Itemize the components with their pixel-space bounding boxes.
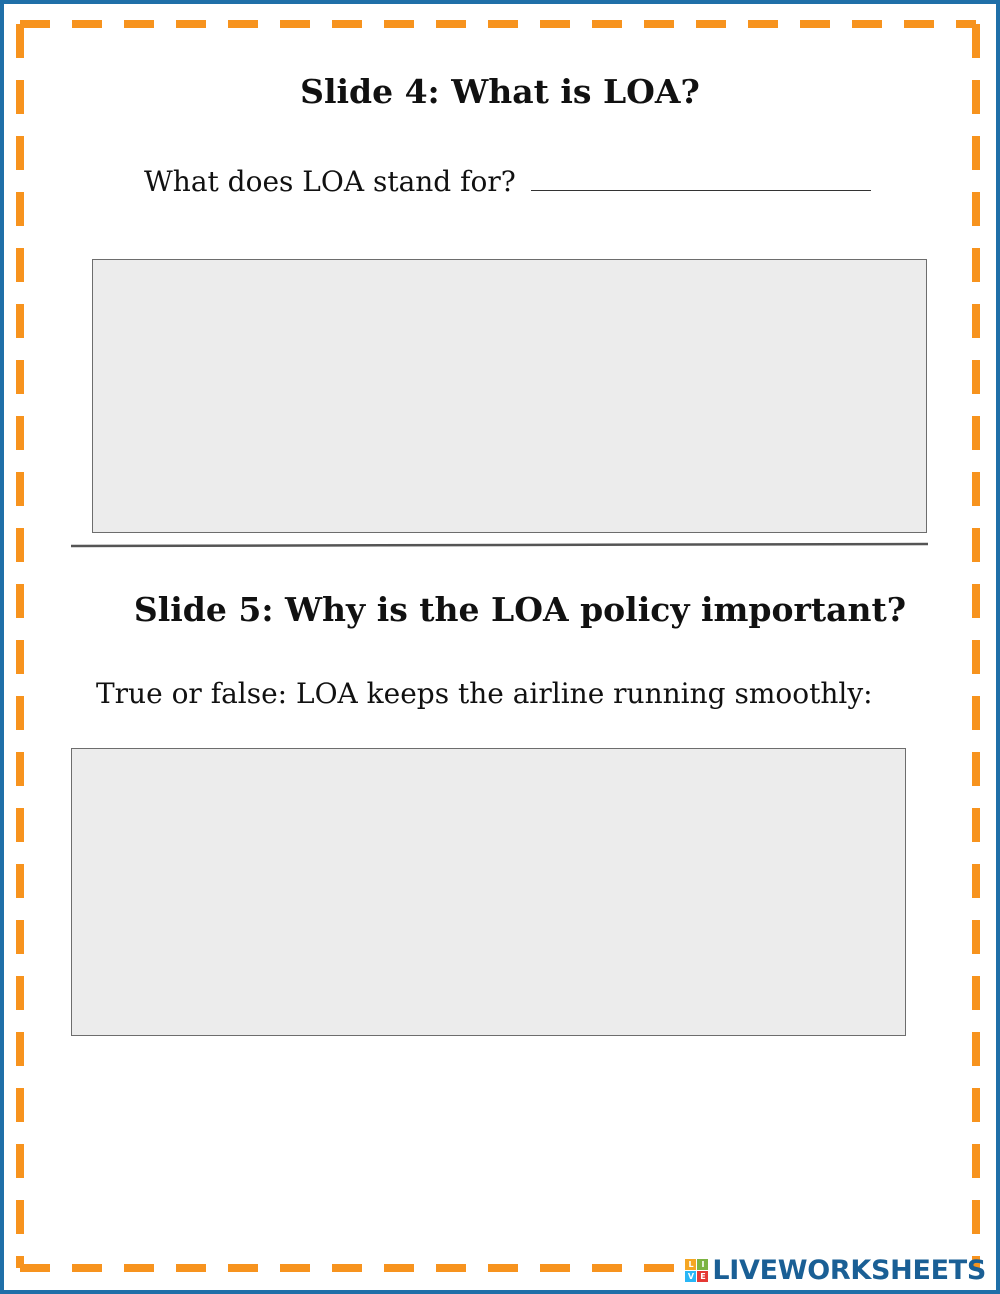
answer-box-2[interactable] <box>71 748 906 1036</box>
logo-letter-e: E <box>697 1271 708 1282</box>
liveworksheets-logo-icon <box>685 1259 708 1282</box>
brand-name: LIVEWORKSHEETS <box>712 1255 986 1286</box>
section-1-question-text: What does LOA stand for? <box>144 165 516 198</box>
liveworksheets-brand <box>685 1255 986 1286</box>
logo-letter-v: V <box>685 1271 696 1282</box>
section-2-question: True or false: LOA keeps the airline running smoothly: <box>96 677 873 710</box>
logo-letter-l: L <box>685 1259 696 1270</box>
logo-letter-i: I <box>697 1259 708 1270</box>
section-1-title: Slide 4: What is LOA? <box>300 72 700 111</box>
section-2-title: Slide 5: Why is the LOA policy important? <box>133 590 907 629</box>
